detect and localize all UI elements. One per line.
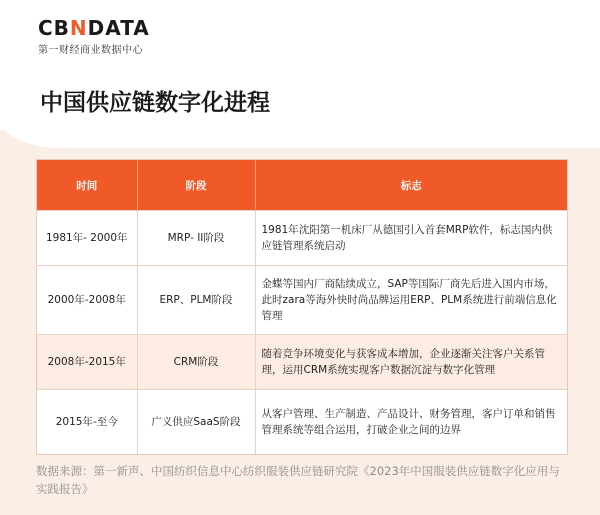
cell-mark: 随着竞争环境变化与获客成本增加，企业逐渐关注客户关系管理，运用CRM系统实现客户数据沉淀与数字化管理 (255, 335, 567, 390)
cell-stage: ERP、PLM阶段 (137, 266, 255, 335)
page-title: 中国供应链数字化进程 (40, 90, 270, 116)
brand-logo (38, 16, 150, 56)
logo-n: N (69, 16, 88, 40)
table-row (37, 211, 567, 266)
cell-stage: CRM阶段 (137, 335, 255, 390)
logo-tagline: 第一财经商业数据中心 (38, 45, 143, 56)
cell-mark: 金蝶等国内厂商陆续成立，SAP等国际厂商先后进入国内市场，此时zara等海外快时尚品牌运用ERP、PLM系统进行前端信息化管理 (255, 266, 567, 335)
logo-suffix: DATA (87, 16, 150, 40)
cell-stage: 广义供应SaaS阶段 (137, 390, 255, 455)
progress-table (36, 159, 568, 455)
header-time: 时间 (37, 160, 137, 211)
cell-mark: 1981年沈阳第一机床厂从德国引入首套MRP软件，标志国内供应链管理系统启动 (255, 211, 567, 266)
logo-prefix: CB (38, 16, 70, 40)
table-row (37, 266, 567, 335)
cell-time: 2000年-2008年 (37, 266, 137, 335)
table-row (37, 390, 567, 455)
cell-time: 1981年- 2000年 (37, 211, 137, 266)
table (37, 160, 567, 454)
header-mark: 标志 (255, 160, 567, 211)
cell-stage: MRP- II阶段 (137, 211, 255, 266)
cell-time: 2008年-2015年 (37, 335, 137, 390)
cell-mark: 从客户管理、生产制造、产品设计、财务管理，客户订单和销售管理系统等组合运用，打破企业之间的边界 (255, 390, 567, 455)
cell-time: 2015年-至今 (37, 390, 137, 455)
logo-wordmark (38, 16, 150, 40)
table-row (37, 335, 567, 390)
header-stage: 阶段 (137, 160, 255, 211)
data-source-note: 数据来源：第一新声、中国纺织信息中心纺织服装供应链研究院《2023年中国服装供应链数字化应用与实践报告》 (36, 464, 560, 496)
background-curve (0, 118, 600, 148)
table-header-row (37, 160, 567, 211)
